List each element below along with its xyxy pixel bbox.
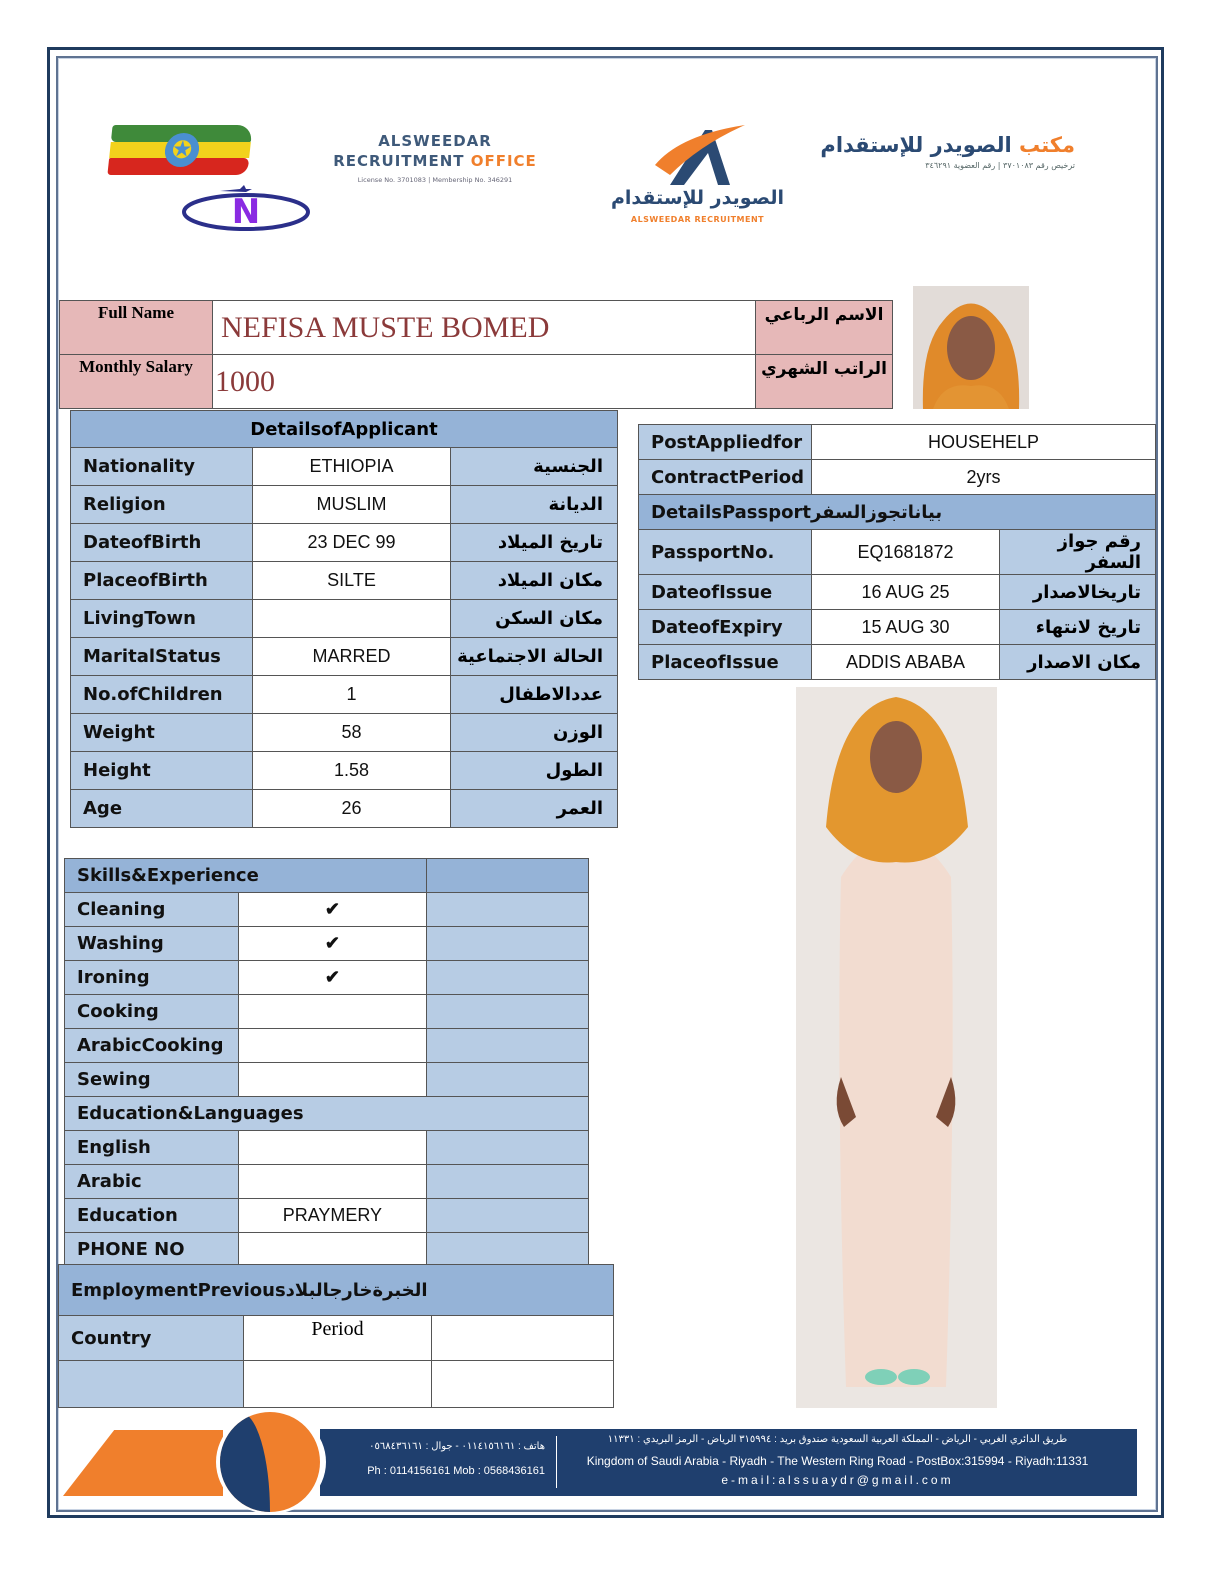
skill-check-mark: ✔	[238, 927, 426, 961]
row-label: Weight	[71, 714, 253, 752]
education-label: Education	[65, 1199, 239, 1233]
skill-label: Cooking	[65, 995, 239, 1029]
row-label: PlaceofBirth	[71, 562, 253, 600]
full-name-label-ar: الاسم الرباعي	[756, 301, 893, 355]
row-value: EQ1681872	[812, 530, 1000, 575]
education-row	[65, 1165, 589, 1199]
period-label: Period	[244, 1316, 432, 1361]
contract-period-label: ContractPeriod	[639, 460, 812, 495]
salary-label: Monthly Salary	[60, 355, 213, 409]
row-label: DateofBirth	[71, 524, 253, 562]
name-salary-table	[59, 300, 893, 409]
row-value: MARRED	[253, 638, 451, 676]
n-travel-logo	[180, 185, 312, 231]
a-logo-icon	[650, 125, 750, 187]
office-name-ar: مكتب الصويدر للإستقدام	[820, 133, 1075, 157]
row-value: 26	[253, 790, 451, 828]
row-value: MUSLIM	[253, 486, 451, 524]
row-label: PassportNo.	[639, 530, 812, 575]
skill-row	[65, 961, 589, 995]
skill-label: ArabicCooking	[65, 1029, 239, 1063]
employment-blank-cell	[432, 1316, 614, 1361]
office-name-line2: RECRUITMENT OFFICE	[333, 152, 537, 170]
applicant-row	[71, 752, 618, 790]
post-applied-label: PostAppliedfor	[639, 425, 812, 460]
skill-label: Sewing	[65, 1063, 239, 1097]
post-applied-value: HOUSEHELP	[812, 425, 1156, 460]
ethiopia-flag-logo	[107, 125, 252, 175]
country-label: Country	[59, 1316, 244, 1361]
applicant-row	[71, 638, 618, 676]
employment-extra-cell	[432, 1361, 614, 1408]
passport-row	[639, 645, 1156, 680]
education-row	[65, 1131, 589, 1165]
applicant-details-title: DetailsofApplicant	[71, 411, 618, 448]
applicant-row	[71, 562, 618, 600]
skill-extra-cell	[427, 995, 589, 1029]
education-extra-cell	[427, 1199, 589, 1233]
footer-phone-en: Ph : 0114156161 Mob : 0568436161	[367, 1465, 545, 1477]
row-value: ADDIS ABABA	[812, 645, 1000, 680]
applicant-row	[71, 714, 618, 752]
education-row	[65, 1199, 589, 1233]
row-label: MaritalStatus	[71, 638, 253, 676]
education-value	[238, 1233, 426, 1267]
education-label: PHONE NO	[65, 1233, 239, 1267]
row-value: 16 AUG 25	[812, 575, 1000, 610]
education-row	[65, 1233, 589, 1267]
footer-address-en: Kingdom of Saudi Arabia - Riyadh - The Western Ring Road - PostBox:315994 - Riyadh:11331	[586, 1454, 1089, 1468]
row-label-ar: الوزن	[451, 714, 618, 752]
skill-row	[65, 1029, 589, 1063]
skill-row	[65, 893, 589, 927]
row-label-ar: مكان الاصدار	[1000, 645, 1156, 680]
education-label: Arabic	[65, 1165, 239, 1199]
office-logo-en	[320, 132, 550, 184]
office-name-line1: ALSWEEDAR	[378, 132, 492, 150]
skills-title: Skills&Experience	[65, 859, 427, 893]
row-label-ar: مكان الميلاد	[451, 562, 618, 600]
full-name-label: Full Name	[60, 301, 213, 355]
skill-row	[65, 1063, 589, 1097]
skill-label: Washing	[65, 927, 239, 961]
education-label: English	[65, 1131, 239, 1165]
skill-extra-cell	[427, 961, 589, 995]
skill-check-mark	[238, 1063, 426, 1097]
svg-text:N: N	[231, 192, 261, 231]
applicant-full-body-photo	[796, 687, 997, 1408]
skills-title-blank	[427, 859, 589, 893]
education-title: Education&Languages	[65, 1097, 589, 1131]
row-label-ar: تاريخالاصدار	[1000, 575, 1156, 610]
skill-row	[65, 927, 589, 961]
row-value: 1.58	[253, 752, 451, 790]
row-label-ar: الطول	[451, 752, 618, 790]
skill-label: Ironing	[65, 961, 239, 995]
education-value	[238, 1165, 426, 1199]
footer-logo-circle	[216, 1410, 326, 1514]
skill-extra-cell	[427, 927, 589, 961]
employment-title: EmploymentPreviousالخبرةخارجالبلاد	[59, 1265, 614, 1316]
license-text: License No. 3701083 | Membership No. 346291	[357, 176, 513, 184]
office-logo-ar	[815, 133, 1075, 170]
row-label: DateofExpiry	[639, 610, 812, 645]
education-extra-cell	[427, 1233, 589, 1267]
education-value	[238, 1131, 426, 1165]
alsweedar-a-logo	[610, 125, 785, 230]
skill-extra-cell	[427, 893, 589, 927]
passport-details-title: DetailsPassportبياناتجوزالسفر	[639, 495, 1156, 530]
post-passport-table	[638, 424, 1156, 680]
row-label-ar: الديانة	[451, 486, 618, 524]
row-label-ar: عددالاطفال	[451, 676, 618, 714]
skill-row	[65, 995, 589, 1029]
education-extra-cell	[427, 1131, 589, 1165]
star-icon: ✪	[163, 133, 201, 167]
skill-check-mark	[238, 995, 426, 1029]
footer-phone-ar: هاتف : ٠١١٤١٥٦١٦١ - جوال : ٠٥٦٨٤٣٦١٦١	[369, 1441, 545, 1452]
applicant-portrait-photo	[913, 286, 1029, 409]
row-value: ETHIOPIA	[253, 448, 451, 486]
skill-check-mark: ✔	[238, 893, 426, 927]
applicant-row	[71, 524, 618, 562]
contract-period-value: 2yrs	[812, 460, 1156, 495]
applicant-row	[71, 790, 618, 828]
row-label: LivingTown	[71, 600, 253, 638]
row-value: 23 DEC 99	[253, 524, 451, 562]
skill-check-mark: ✔	[238, 961, 426, 995]
row-label-ar: الحالة الاجتماعية	[451, 638, 618, 676]
row-label-ar: تاريخ الميلاد	[451, 524, 618, 562]
license-text-ar: ترخيص رقم ٣٧٠١٠٨٣ | رقم العضوية ٣٤٦٢٩١	[925, 161, 1075, 170]
previous-employment-table	[58, 1264, 614, 1408]
footer-divider	[556, 1436, 557, 1488]
row-value: 15 AUG 30	[812, 610, 1000, 645]
skill-extra-cell	[427, 1029, 589, 1063]
skills-table	[64, 858, 589, 1267]
row-label: PlaceofIssue	[639, 645, 812, 680]
applicant-row	[71, 486, 618, 524]
row-value: 1	[253, 676, 451, 714]
employment-period-cell	[244, 1361, 432, 1408]
skill-check-mark	[238, 1029, 426, 1063]
salary-label-ar: الراتب الشهري	[756, 355, 893, 409]
row-value: SILTE	[253, 562, 451, 600]
row-label: No.ofChildren	[71, 676, 253, 714]
row-label-ar: رقم جواز السفر	[1000, 530, 1156, 575]
full-name-value: NEFISA MUSTE BOMED	[213, 301, 756, 355]
footer-address-ar: طريق الدائري الغربي - الرياض - المملكة العربية السعودية صندوق بريد : ٣١٥٩٩٤ الرياض - الرمز البريدي : ١١٣٣١	[607, 1434, 1068, 1445]
row-label: Religion	[71, 486, 253, 524]
logo-a-english: ALSWEEDAR RECRUITMENT	[630, 215, 765, 224]
education-value: PRAYMERY	[238, 1199, 426, 1233]
row-label: Nationality	[71, 448, 253, 486]
row-value	[253, 600, 451, 638]
passport-row	[639, 530, 1156, 575]
logo-a-arabic: الصويدر للإستقدام	[610, 187, 785, 209]
skill-extra-cell	[427, 1063, 589, 1097]
applicant-details-table	[70, 410, 618, 828]
applicant-row	[71, 448, 618, 486]
row-label-ar: مكان السكن	[451, 600, 618, 638]
skill-label: Cleaning	[65, 893, 239, 927]
applicant-row	[71, 676, 618, 714]
row-value: 58	[253, 714, 451, 752]
row-label-ar: العمر	[451, 790, 618, 828]
employment-country-cell	[59, 1361, 244, 1408]
passport-row	[639, 575, 1156, 610]
row-label-ar: الجنسية	[451, 448, 618, 486]
footer-email: e-mail:alssuaydr@gmail.com	[721, 1473, 954, 1487]
row-label: Age	[71, 790, 253, 828]
row-label: DateofIssue	[639, 575, 812, 610]
row-label: Height	[71, 752, 253, 790]
passport-row	[639, 610, 1156, 645]
row-label-ar: تاريخ لانتهاء	[1000, 610, 1156, 645]
education-extra-cell	[427, 1165, 589, 1199]
salary-value: 1000	[213, 355, 756, 409]
applicant-row	[71, 600, 618, 638]
